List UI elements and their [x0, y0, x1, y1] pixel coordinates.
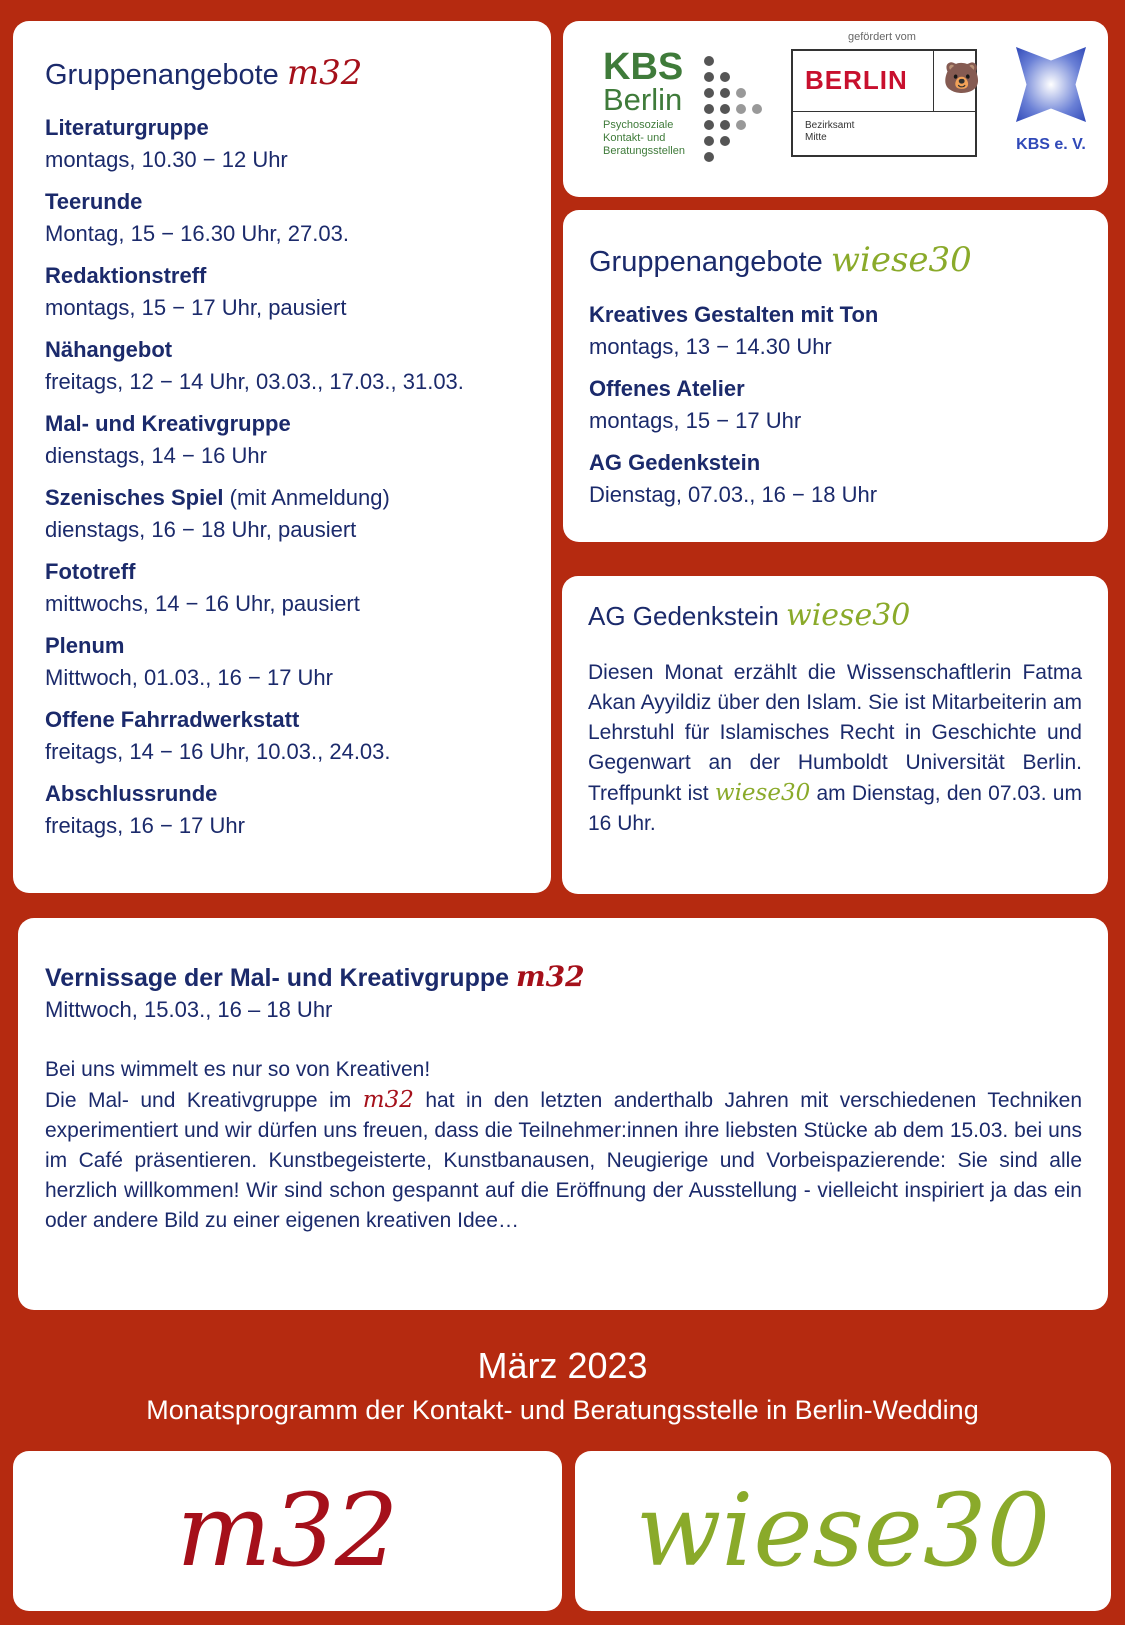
group-time: freitags, 16 − 17 Uhr [45, 812, 245, 838]
group-name: Plenum [45, 632, 125, 658]
group-item [45, 334, 519, 398]
wiese30-logo-card [575, 1451, 1111, 1611]
group-item [589, 373, 1082, 437]
funded-by-label: gefördert vom [848, 31, 916, 43]
group-name: Abschlussrunde [45, 780, 218, 806]
m32-group-list [45, 112, 519, 842]
vernissage-date: Mittwoch, 15.03., 16 – 18 Uhr [45, 997, 333, 1022]
group-item [589, 299, 1082, 363]
m32-brand: m32 [515, 960, 585, 993]
wiese30-brand-inline: wiese30 [714, 780, 811, 806]
group-name: Szenisches Spiel (mit Anmeldung) [45, 484, 390, 510]
kbs-ev-graphic-icon [1016, 47, 1086, 122]
wiese30-brand: wiese30 [830, 240, 972, 280]
group-name: Offene Fahrradwerkstatt [45, 706, 300, 732]
program-subtitle: Monatsprogramm der Kontakt- und Beratungsstelle in Berlin-Wedding [146, 1395, 979, 1425]
group-name: Kreatives Gestalten mit Ton [589, 301, 879, 327]
group-item [45, 778, 519, 842]
group-time: mittwochs, 14 − 16 Uhr, pausiert [45, 590, 360, 616]
logos-card [563, 21, 1108, 197]
group-time: freitags, 12 − 14 Uhr, 03.03., 17.03., 31.03. [45, 368, 464, 394]
vernissage-text: Die Mal- und Kreativgruppe im m32 hat in den letzten anderthalb Jahren mit verschiedenen Techniken experimentiert und wir dürfen uns freuen, dass die Teilnehmer:innen ihre liebsten Stücke ab dem 15.03. bei uns im Café präsentieren. Kunstbegeisterte, Kunstbanausen, Neugierige und Vorbeispazierende: Sie sind alle herzlich willkommen! Wir sind schon gespannt auf die Eröffnung der Ausstellung - vielleicht inspiriert ja das ein oder andere Bild zu einer eigenen kreativen Idee… [45, 1087, 1082, 1232]
group-time: montags, 10.30 − 12 Uhr [45, 146, 288, 172]
group-name: Redaktionstreff [45, 262, 207, 288]
group-time: freitags, 14 − 16 Uhr, 10.03., 24.03. [45, 738, 391, 764]
group-item [45, 186, 519, 250]
m32-groups-title: Gruppenangebote m32 [45, 53, 363, 93]
wiese30-groups-card [563, 210, 1108, 542]
group-name: AG Gedenkstein [589, 449, 761, 475]
month-heading: März 2023 [477, 1345, 648, 1386]
group-note: (mit Anmeldung) [223, 484, 390, 510]
group-time: dienstags, 16 − 18 Uhr, pausiert [45, 516, 357, 542]
group-item [45, 260, 519, 324]
group-item [45, 482, 519, 546]
group-time: dienstags, 14 − 16 Uhr [45, 442, 267, 468]
wiese30-brand: wiese30 [786, 598, 911, 633]
ag-gedenkstein-card [562, 576, 1108, 894]
group-name: Offenes Atelier [589, 375, 745, 401]
group-name: Nähangebot [45, 336, 173, 362]
bear-icon: 🐻 [943, 62, 981, 95]
m32-brand-inline: m32 [362, 1087, 414, 1113]
group-time: montags, 15 − 17 Uhr, pausiert [45, 294, 347, 320]
dots-icon [701, 53, 767, 163]
group-item [45, 704, 519, 768]
group-item [45, 630, 519, 694]
group-item [45, 556, 519, 620]
m32-brand: m32 [286, 53, 363, 93]
group-name: Teerunde [45, 188, 143, 214]
wiese30-groups-title: Gruppenangebote wiese30 [589, 240, 972, 280]
group-name: Fototreff [45, 558, 136, 584]
group-time: montags, 15 − 17 Uhr [589, 407, 802, 433]
vernissage-title: Vernissage der Mal- und Kreativgruppe m32 [45, 960, 585, 993]
kbs-berlin-logo: KBS Berlin Psychosoziale Kontakt- und Beratungsstellen [603, 49, 773, 179]
group-time: Montag, 15 − 16.30 Uhr, 27.03. [45, 220, 349, 246]
berlin-bezirksamt-logo: BERLIN 🐻 Bezirksamt Mitte [791, 49, 977, 157]
ag-gedenkstein-title: AG Gedenkstein wiese30 [588, 598, 911, 633]
group-name: Literaturgruppe [45, 114, 209, 140]
vernissage-intro: Bei uns wimmelt es nur so von Kreativen! [45, 1058, 431, 1081]
group-time: montags, 13 − 14.30 Uhr [589, 333, 832, 359]
ag-gedenkstein-text: Diesen Monat erzählt die Wissenschaftlerin Fatma Akan Ayyildiz über den Islam. Sie ist Mitarbeiterin am Lehrstuhl für Islamisches Recht in Geschichte und Gegenwart an der Humboldt Universität Berlin. Treffpunkt ist wiese30 am Dienstag, den 07.03. um 16 Uhr. [588, 661, 1082, 835]
m32-logo-card [13, 1451, 562, 1611]
kbs-ev-logo: KBS e. V. [1011, 47, 1091, 187]
wiese30-big-brand: wiese30 [635, 1472, 1051, 1589]
group-item [45, 112, 519, 176]
group-item [45, 408, 519, 472]
group-time: Dienstag, 07.03., 16 − 18 Uhr [589, 481, 878, 507]
m32-big-brand: m32 [176, 1472, 399, 1589]
vernissage-card [18, 918, 1108, 1310]
m32-groups-card [13, 21, 551, 893]
group-time: Mittwoch, 01.03., 16 − 17 Uhr [45, 664, 333, 690]
group-item [589, 447, 1082, 511]
group-name: Mal- und Kreativgruppe [45, 410, 291, 436]
